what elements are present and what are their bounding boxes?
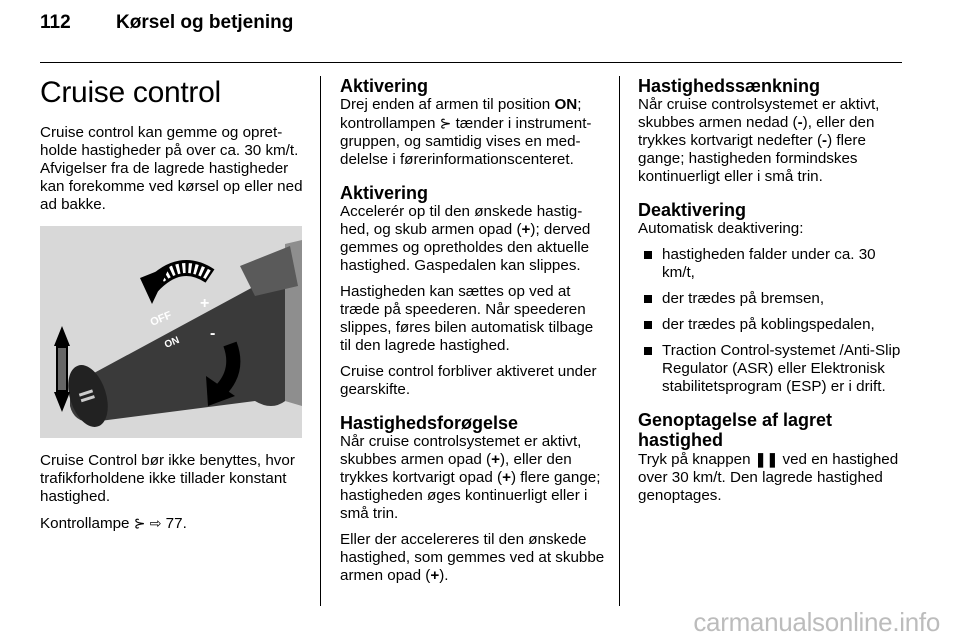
off-label: OFF [148,309,174,329]
cruise-control-lamp-icon: ⊱ [133,515,146,531]
speed-decrease-paragraph: Når cruise controlsystemet er aktivt, skubbes armen nedad (-), eller den trykkes kortvarigt nedefter (-) flere gange; hastigheden formindskes kontinuerligt eller i små trin. [638,96,880,185]
page-heading: Cruise control [40,76,221,109]
section-heading-speed-increase: Hastighedsforøgelse [340,413,519,433]
minus-label: - [210,325,216,342]
list-item: hastigheden falder under ca. 30 km/t, [644,246,906,282]
page-reference-icon[interactable]: ⇨ [149,515,162,531]
list-item: der trædes på bremsen, [644,290,906,308]
on-label: ON [163,334,182,351]
activation-2-paragraph-3: Cruise control forbliver aktiveret under gearskifte. [340,363,597,398]
column-2 [340,76,606,593]
lamp-reference [40,514,308,533]
resume-paragraph: Tryk på knappen ❚❚ ved en hastighed over 30 km/t. Den lagrede hastighed genoptages. [638,451,899,504]
note-paragraph: Cruise Control bør ikke benyttes, hvor trafikforholdene ikke tillader konstant hastighed. [40,452,295,505]
column-divider [619,76,620,606]
column-3 [638,76,906,513]
activation-paragraph: Drej enden af armen til position ON; kontrollampen ⊱ tænder i instrumentgruppen, og samtidig vises en meddelelse i førerinformationscenteret. [340,96,592,168]
deactivation-list [638,246,906,396]
list-item: der trædes på koblingspedalen, [644,316,906,334]
page-number: 112 [40,12,71,33]
cruise-control-stalk-illustration [40,226,302,438]
cruise-control-lamp-icon: ⊱ [439,115,452,131]
intro-paragraph: Cruise control kan gemme og opretholde hastigheder på over ca. 30 km/t. Afvigelser fra de lagrede hastigheder kan forekomme ved kørsel op eller ned ad bakke. [40,124,303,213]
header-rule [40,62,902,63]
section-heading-activation-2: Aktivering [340,183,429,203]
lamp-reference-page[interactable]: 77. [165,515,187,532]
speed-increase-paragraph-2: Eller der accelereres til den ønskede hastighed, som gemmes ved at skubbe armen opad (+). [340,531,605,584]
activation-2-paragraph-2: Hastigheden kan sættes op ved at træde på speederen. Når speederen slippes, føres bilen automatisk tilbage til den lagrede hastighed. [340,283,594,354]
list-item: Traction Control-systemet /Anti-Slip Regulator (ASR) eller Elektronisk stabilitetsprogram (ESP) er i drift. [644,342,906,396]
speed-increase-paragraph-1: Når cruise controlsystemet er aktivt, skubbes armen opad (+), eller den trykkes kortvarigt opad (+) flere gange; hastigheden øges kontinuerligt eller i små trin. [340,433,601,522]
column-1 [40,76,308,541]
watermark: carmanualsonline.info [693,607,940,637]
deactivation-intro: Automatisk deaktivering: [638,220,804,237]
section-heading-activation: Aktivering [340,76,429,96]
activation-2-paragraph-1: Accelerér op til den ønskede hastighed, og skub armen opad (+); derved gemmes og opretholdes den aktuelle hastighed. Gaspedalen kan slippes. [340,203,591,274]
section-heading-deactivation: Deaktivering [638,200,747,220]
section-heading-speed-decrease: Hastighedssænkning [638,76,821,96]
section-heading-resume: Genoptagelse af lagret hastighed [638,410,833,450]
lamp-reference-text: Kontrollampe [40,515,130,532]
column-divider [320,76,321,606]
chapter-title: Kørsel og betjening [116,12,294,33]
plus-label: + [200,295,210,312]
pause-resume-icon: ❚❚ [754,451,779,467]
